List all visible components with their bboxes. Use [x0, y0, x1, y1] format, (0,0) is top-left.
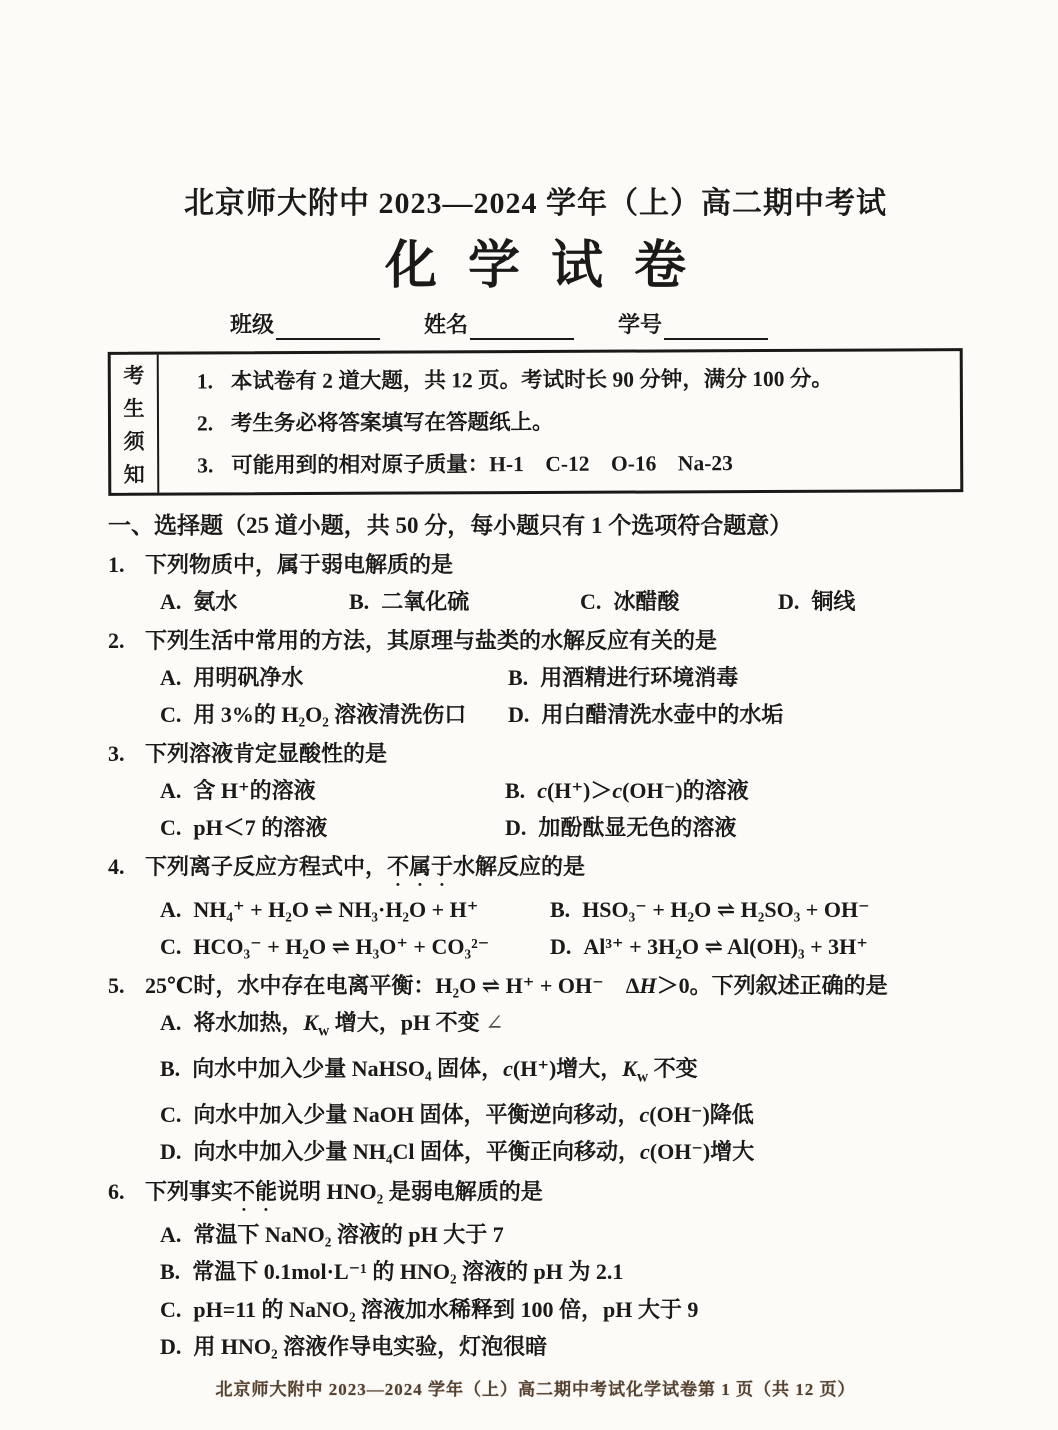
option-label: D.: [508, 702, 530, 727]
student-info-line: [108, 310, 963, 340]
notice-item-text: 考生务必将答案填写在答题纸上。: [230, 409, 554, 436]
option-label: A.: [160, 897, 182, 922]
option-text: 铜线: [811, 589, 856, 614]
option-6a: [160, 1216, 963, 1254]
question-number: 6.: [108, 1178, 125, 1204]
question-stem-text: 下列事实不能说明 HNO₂ 是弱电解质的是: [145, 1178, 543, 1204]
notice-item-text: 本试卷有 2 道大题，共 12 页。考试时长 90 分钟，满分 100 分。: [230, 366, 833, 394]
option-1d: [778, 583, 963, 620]
question-5: [108, 967, 963, 1171]
option-text: 加酚酞显无色的溶液: [538, 815, 737, 840]
option-1b: [349, 583, 580, 620]
option-4b: [550, 891, 963, 928]
option-label: B.: [160, 1055, 181, 1081]
option-text: 氨水: [193, 589, 238, 614]
option-text: 用 3%的 H₂O₂ 溶液清洗伤口: [193, 702, 467, 727]
class-label: 班级: [230, 312, 275, 337]
question-options: [108, 891, 963, 965]
option-text: HCO₃⁻ + H₂O ⇌ H₃O⁺ + CO₃²⁻: [193, 934, 490, 959]
student-id-blank-line: [664, 312, 768, 340]
option-label: D.: [160, 1139, 182, 1165]
option-2c: [160, 696, 508, 733]
question-stem-text: 25℃时，水中存在电离平衡：H₂O ⇌ H⁺ + OH⁻ ΔH＞0。下列叙述正确的是: [145, 973, 888, 998]
option-label: C.: [580, 589, 602, 614]
exam-title: 化 学 试 卷: [384, 238, 686, 295]
option-5d: [160, 1133, 963, 1171]
class-blank-line: [276, 312, 380, 340]
option-text: 向水中加入少量 NH₄Cl 固体，平衡正向移动，c(OH⁻)增大: [193, 1139, 755, 1165]
question-3: [108, 735, 963, 846]
option-text: 用明矾净水: [193, 665, 304, 690]
option-text: 向水中加入少量 NaHSO₄ 固体，c(H⁺)增大，$K_w$ 不变: [192, 1055, 698, 1086]
notice-item-number: 1.: [196, 369, 213, 394]
question-stem-text: 下列生活中常用的方法，其原理与盐类的水解反应有关的是: [145, 628, 718, 653]
notice-item: [197, 448, 950, 479]
question-number: 3.: [108, 741, 125, 766]
student-id-label: 学号: [618, 312, 663, 337]
question-stem: [108, 848, 963, 891]
name-label: 姓名: [424, 312, 469, 337]
option-text: c(H⁺)＞c(OH⁻)的溶液: [537, 778, 749, 803]
question-1: [108, 546, 963, 620]
school-header: 北京师大附中 2023—2024 学年（上）高二期中考试: [184, 187, 887, 220]
name-blank-line: [470, 312, 574, 340]
student-id-field: [618, 310, 768, 340]
question-stem: [108, 1173, 963, 1216]
option-5b: [160, 1050, 963, 1096]
page-footer: 北京师大附中 2023—2024 学年（上）高二期中考试化学试卷第 1 页（共 12 页）: [215, 1379, 856, 1399]
option-label: A.: [160, 589, 182, 614]
question-options: [108, 1004, 963, 1171]
section-heading: 一、选择题（25 道小题，共 50 分，每小题只有 1 个选项符合题意）: [108, 513, 793, 538]
option-text: HSO₃⁻ + H₂O ⇌ H₂SO₃ + OH⁻: [582, 897, 870, 922]
option-text: 冰醋酸: [613, 589, 680, 614]
option-6d: [160, 1328, 963, 1366]
notice-item: [197, 364, 950, 395]
option-label: A.: [160, 778, 182, 803]
option-label: A.: [160, 1010, 182, 1035]
option-5c: [160, 1096, 963, 1134]
option-text: 用白醋清洗水壶中的水垢: [541, 702, 784, 727]
question-2: [108, 622, 963, 733]
option-text: 常温下 NaNO₂ 溶液的 pH 大于 7: [193, 1221, 504, 1247]
notice-side-label: [111, 355, 160, 493]
notice-item-number: 2.: [196, 411, 214, 436]
question-options: [108, 772, 963, 846]
option-2d: [508, 696, 963, 733]
question-stem-text: 下列溶液肯定显酸性的是: [145, 741, 388, 766]
option-3d: [505, 809, 963, 846]
option-6c: [160, 1291, 963, 1329]
option-2a: [160, 659, 508, 696]
option-label: D.: [550, 934, 572, 959]
option-label: D.: [160, 1334, 182, 1360]
question-options: [108, 659, 963, 733]
option-label: A.: [160, 1221, 182, 1247]
question-stem-text: 下列离子反应方程式中，不属于水解反应的是: [145, 854, 586, 879]
option-label: D.: [778, 589, 800, 614]
option-label: B.: [160, 1259, 181, 1285]
option-label: B.: [508, 665, 529, 690]
notice-side-char: 生: [123, 396, 145, 421]
question-number: 4.: [108, 854, 125, 879]
notice-box: [108, 348, 964, 496]
question-stem: [108, 967, 963, 1004]
question-number: 1.: [108, 552, 125, 577]
option-text: NH₄⁺ + H₂O ⇌ NH₃·H₂O + H⁺: [193, 897, 479, 922]
notice-side-char: 须: [123, 429, 145, 454]
question-stem: [108, 622, 963, 659]
notice-item-text: 可能用到的相对原子质量：H-1 C-12 O-16 Na-23: [231, 451, 733, 478]
notice-item: [197, 406, 950, 437]
option-text: 二氧化硫: [381, 589, 470, 614]
notice-side-char: 考: [123, 363, 145, 388]
option-label: D.: [505, 815, 527, 840]
option-label: C.: [160, 934, 182, 959]
notice-item-number: 3.: [197, 453, 214, 478]
notice-side-char: 知: [123, 462, 145, 487]
question-number: 2.: [108, 628, 125, 653]
option-label: B.: [505, 778, 526, 803]
option-2b: [508, 659, 963, 696]
class-field: [230, 310, 380, 340]
option-label: B.: [550, 897, 571, 922]
question-options: [108, 1216, 963, 1366]
option-text: 用 HNO₂ 溶液作导电实验，灯泡很暗: [193, 1334, 548, 1360]
option-label: C.: [160, 1101, 182, 1127]
option-text: 含 H⁺的溶液: [193, 778, 316, 803]
option-label: C.: [160, 815, 182, 840]
option-4c: [160, 928, 550, 965]
option-text: 向水中加入少量 NaOH 固体，平衡逆向移动，c(OH⁻)降低: [193, 1101, 754, 1127]
option-3a: [160, 772, 505, 809]
question-4: [108, 848, 963, 965]
option-label: C.: [160, 702, 182, 727]
option-text: pH=11 的 NaNO₂ 溶液加水稀释到 100 倍，pH 大于 9: [193, 1296, 699, 1322]
question-number: 5.: [108, 973, 125, 998]
option-label: B.: [349, 589, 370, 614]
option-4d: [550, 928, 963, 965]
question-stem: [108, 735, 963, 772]
option-1c: [580, 583, 778, 620]
option-text: 将水加热，$K_w$ 增大，pH 不变 ∠: [193, 1010, 504, 1040]
option-6b: [160, 1253, 963, 1291]
question-6: [108, 1173, 963, 1366]
question-stem-text: 下列物质中，属于弱电解质的是: [145, 552, 454, 577]
option-text: Al³⁺ + 3H₂O ⇌ Al(OH)₃ + 3H⁺: [583, 934, 868, 959]
option-label: C.: [160, 1296, 182, 1322]
option-4a: [160, 891, 550, 928]
option-1a: [160, 583, 349, 620]
option-label: A.: [160, 665, 182, 690]
option-3b: [505, 772, 963, 809]
question-stem: [108, 546, 963, 583]
option-3c: [160, 809, 505, 846]
option-5a: [160, 1004, 963, 1050]
option-text: 用酒精进行环境消毒: [540, 665, 739, 690]
question-options: [108, 583, 963, 620]
option-text: 常温下 0.1mol·L⁻¹ 的 HNO₂ 溶液的 pH 为 2.1: [192, 1259, 624, 1285]
notice-body: [159, 351, 961, 492]
option-text: pH＜7 的溶液: [193, 815, 328, 840]
name-field: [424, 310, 574, 340]
